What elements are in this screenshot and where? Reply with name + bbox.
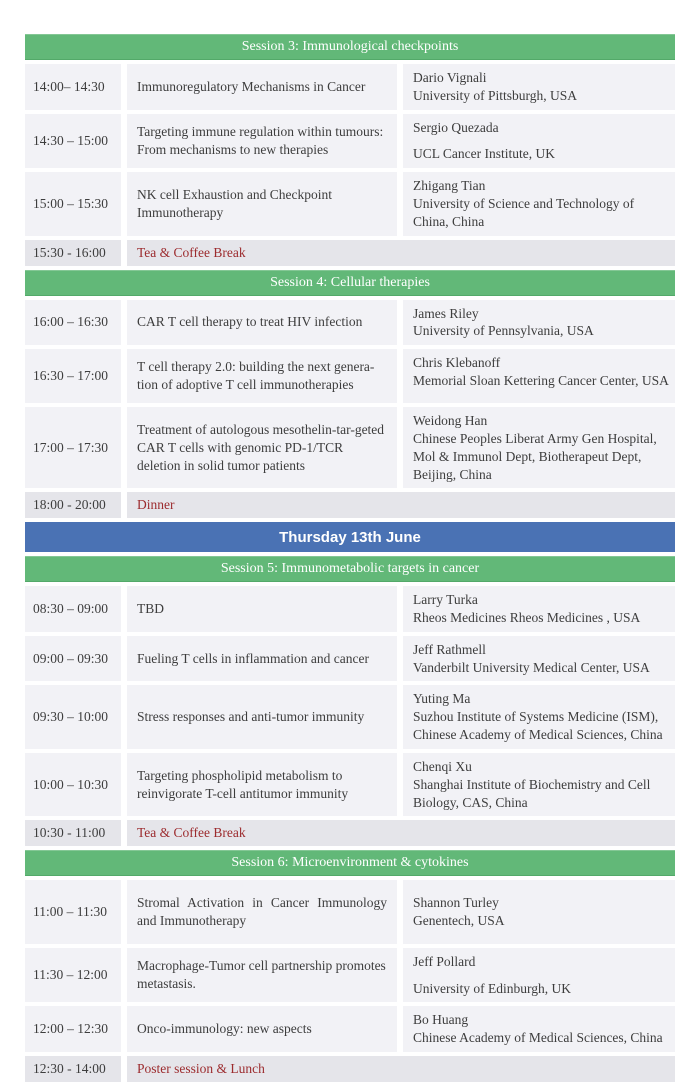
talk-title-cell xyxy=(127,114,397,169)
talk-time: 16:30 – 17:00 xyxy=(25,349,121,403)
speaker-name: Weidong Han xyxy=(413,413,488,429)
schedule-row xyxy=(25,64,675,110)
talk-title-cell xyxy=(127,880,397,944)
talk-time: 15:00 – 15:30 xyxy=(25,172,121,235)
session-header-label: Session 6: Microenvironment & cytokines xyxy=(231,855,469,871)
talk-title: CAR T cell therapy to treat HIV infection xyxy=(137,314,363,330)
schedule-row xyxy=(25,114,675,169)
speaker-cell xyxy=(403,349,675,403)
schedule-row xyxy=(25,349,675,403)
talk-title-cell xyxy=(127,300,397,346)
talk-time: 11:00 – 11:30 xyxy=(25,880,121,944)
speaker-affiliation: Suzhou Institute of Systems Medicine (ISM), Chinese Academy of Medical Sciences, China xyxy=(413,709,663,743)
break-row xyxy=(25,1056,675,1082)
speaker-name: Sergio Quezada xyxy=(413,119,499,135)
conference-schedule-table xyxy=(25,34,675,1082)
speaker-affiliation: Chinese Academy of Medical Sciences, China xyxy=(413,1030,663,1046)
speaker-cell xyxy=(403,880,675,944)
session-header-label: Session 4: Cellular therapies xyxy=(270,274,430,290)
talk-time: 11:30 – 12:00 xyxy=(25,948,121,1003)
talk-title-cell xyxy=(127,948,397,1003)
session-header-bar xyxy=(25,850,675,876)
break-time: 18:00 - 20:00 xyxy=(25,492,121,518)
talk-title: Fueling T cells in inflammation and cancer xyxy=(137,650,369,666)
day-header-label: Thursday 13th June xyxy=(279,528,421,546)
speaker-name: Shannon Turley xyxy=(413,895,499,911)
talk-title-cell xyxy=(127,753,397,816)
speaker-cell xyxy=(403,586,675,632)
session-header-bar xyxy=(25,556,675,582)
session-header-bar xyxy=(25,34,675,60)
talk-title-cell xyxy=(127,685,397,748)
break-label: Tea & Coffee Break xyxy=(127,820,675,846)
speaker-name: James Riley xyxy=(413,305,479,321)
talk-title-cell xyxy=(127,172,397,235)
talk-time: 09:00 – 09:30 xyxy=(25,636,121,682)
speaker-affiliation: Vanderbilt University Medical Center, USA xyxy=(413,659,650,675)
talk-time: 14:00– 14:30 xyxy=(25,64,121,110)
schedule-row xyxy=(25,407,675,488)
schedule-row xyxy=(25,948,675,1003)
talk-title-cell xyxy=(127,407,397,488)
talk-time: 09:30 – 10:00 xyxy=(25,685,121,748)
speaker-affiliation: Memorial Sloan Kettering Cancer Center, USA xyxy=(413,372,669,388)
talk-time: 08:30 – 09:00 xyxy=(25,586,121,632)
session-header-bar xyxy=(25,270,675,296)
speaker-cell xyxy=(403,300,675,346)
schedule-row xyxy=(25,880,675,944)
talk-title: Targeting immune regulation within tumours: From mechanisms to new therapies xyxy=(137,124,384,157)
schedule-row xyxy=(25,586,675,632)
talk-time: 16:00 – 16:30 xyxy=(25,300,121,346)
talk-time: 12:00 – 12:30 xyxy=(25,1006,121,1052)
speaker-affiliation: Chinese Peoples Liberat Army Gen Hospital, Mol & Immunol Dept, Biotherapeut Dept, Beijing, China xyxy=(413,430,657,482)
speaker-affiliation: University of Edinburgh, UK xyxy=(413,980,571,996)
talk-title: Onco-immunology: new aspects xyxy=(137,1021,312,1037)
schedule-row xyxy=(25,636,675,682)
talk-title: Stromal Activation in Cancer Immunology and Immunotherapy xyxy=(137,895,387,928)
talk-title: Targeting phospholipid metabolism to reinvigorate T-cell antitumor immunity xyxy=(137,767,349,801)
break-row xyxy=(25,492,675,518)
speaker-cell xyxy=(403,1006,675,1052)
talk-title-cell xyxy=(127,349,397,403)
schedule-row xyxy=(25,1006,675,1052)
session-header-label: Session 3: Immunological checkpoints xyxy=(241,39,459,54)
session-header-label: Session 5: Immunometabolic targets in cancer xyxy=(220,561,480,577)
speaker-name: Bo Huang xyxy=(413,1012,469,1028)
day-header-bar xyxy=(25,522,675,552)
break-time: 12:30 - 14:00 xyxy=(25,1056,121,1082)
talk-time: 14:30 – 15:00 xyxy=(25,114,121,169)
talk-title: Macrophage-Tumor cell partnership promotes metastasis. xyxy=(137,958,386,992)
break-time: 15:30 - 16:00 xyxy=(25,240,121,266)
talk-title-cell xyxy=(127,1006,397,1052)
speaker-name: Dario Vignali xyxy=(413,70,487,85)
break-time: 10:30 - 11:00 xyxy=(25,820,121,846)
talk-title-cell xyxy=(127,636,397,682)
speaker-name: Zhigang Tian xyxy=(413,178,486,194)
talk-title-cell xyxy=(127,64,397,110)
speaker-affiliation: University of Science and Technology of China, China xyxy=(413,196,635,229)
talk-time: 17:00 – 17:30 xyxy=(25,407,121,488)
speaker-name: Jeff Rathmell xyxy=(413,641,486,657)
talk-title: TBD xyxy=(137,601,164,617)
speaker-name: Yuting Ma xyxy=(413,691,471,707)
talk-time: 10:00 – 10:30 xyxy=(25,753,121,816)
speaker-cell xyxy=(403,172,675,235)
talk-title: Treatment of autologous mesothelin-tar-geted CAR T cells with genomic PD-1/TCR deletion in solid tumor patients xyxy=(137,422,385,473)
talk-title: Stress responses and anti-tumor immunity xyxy=(137,709,365,725)
break-row xyxy=(25,240,675,266)
break-label: Poster session & Lunch xyxy=(127,1056,675,1082)
speaker-cell xyxy=(403,636,675,682)
break-row xyxy=(25,820,675,846)
speaker-name: Jeff Pollard xyxy=(413,953,476,969)
break-label: Dinner xyxy=(127,492,675,518)
speaker-name: Chris Klebanoff xyxy=(413,355,501,371)
schedule-row xyxy=(25,685,675,748)
speaker-affiliation: University of Pittsburgh, USA xyxy=(413,87,578,103)
speaker-affiliation: Shanghai Institute of Biochemistry and Cell Biology, CAS, China xyxy=(413,776,651,810)
speaker-cell xyxy=(403,407,675,488)
talk-title: T cell therapy 2.0: building the next genera-tion of adoptive T cell immunotherapies xyxy=(137,359,375,393)
schedule-row xyxy=(25,753,675,816)
talk-title: NK cell Exhaustion and Checkpoint Immunotherapy xyxy=(137,187,332,220)
speaker-cell xyxy=(403,685,675,748)
speaker-cell xyxy=(403,64,675,110)
speaker-cell xyxy=(403,948,675,1003)
talk-title: Immunoregulatory Mechanisms in Cancer xyxy=(137,78,366,94)
schedule-row xyxy=(25,172,675,235)
speaker-cell xyxy=(403,114,675,169)
talk-title-cell xyxy=(127,586,397,632)
speaker-affiliation: Rheos Medicines Rheos Medicines , USA xyxy=(413,610,641,625)
speaker-affiliation: UCL Cancer Institute, UK xyxy=(413,146,555,162)
speaker-affiliation: University of Pennsylvania, USA xyxy=(413,323,594,339)
speaker-cell xyxy=(403,753,675,816)
schedule-row xyxy=(25,300,675,346)
speaker-name: Chenqi Xu xyxy=(413,758,472,774)
speaker-name: Larry Turka xyxy=(413,592,478,608)
speaker-affiliation: Genentech, USA xyxy=(413,912,505,928)
break-label: Tea & Coffee Break xyxy=(127,240,675,266)
